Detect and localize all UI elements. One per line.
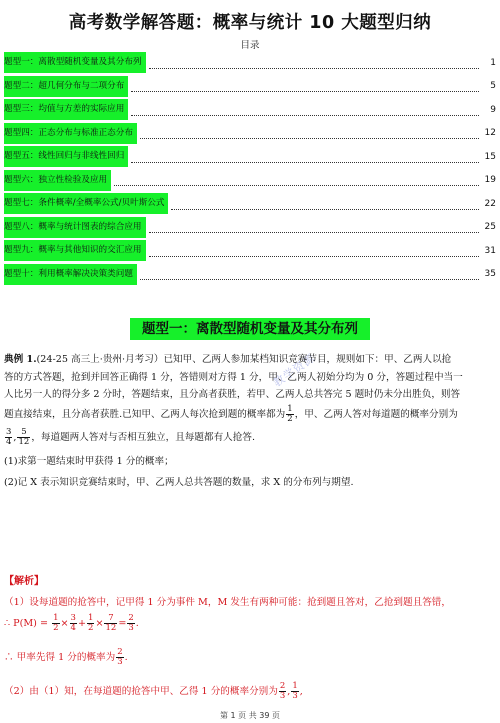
toc-item[interactable] <box>4 75 496 99</box>
fraction <box>286 405 293 424</box>
fraction-numerator: 3 <box>6 426 12 437</box>
toc-item[interactable] <box>4 239 496 263</box>
fraction-denominator: 12 <box>105 623 117 633</box>
toc-leader-dots <box>131 151 479 163</box>
example-text: ，甲、乙两人答对每道题的概率分别为 <box>294 408 458 420</box>
toc-leader-dots <box>149 57 479 69</box>
toc-item[interactable] <box>4 122 496 146</box>
toc-item-label: 题型四：正态分布与标准正态分布 <box>4 123 137 144</box>
fraction-denominator: 2 <box>287 413 293 424</box>
fraction-numerator: 1 <box>292 681 298 691</box>
toc-item-label: 题型七：条件概率/全概率公式/贝叶斯公式 <box>4 193 168 214</box>
solution-step: （2）由（1）知，在每道题的抢答中甲、乙得 1 分的概率分别为 $\frac{2}{3}$ , $\frac{1}{3}$ , <box>4 681 303 701</box>
toc-item-label: 题型一：离散型随机变量及其分布列 <box>4 52 146 73</box>
fraction-numerator: 1 <box>287 403 293 414</box>
example-line: $\frac{3}{4}$ , $\frac{5}{12}$ ，每道题两人答对与否相互独立，且每题都有人抢答. <box>6 426 256 447</box>
toc-item-label: 题型五：线性回归与非线性回归 <box>4 146 128 167</box>
example-problem <box>4 351 494 492</box>
toc-page-number: 5 <box>490 81 496 92</box>
toc-page-number: 31 <box>484 245 496 256</box>
toc-item[interactable] <box>4 145 496 169</box>
fraction-denominator: 3 <box>117 657 123 667</box>
toc-page-number: 19 <box>484 175 496 186</box>
solution-step: （1）设每道题的抢答中，记甲得 1 分为事件 M，M 发生有两种可能：抢到题且答对，乙抢到题且答错， <box>4 597 451 608</box>
example-text: 题直接结束，且分高者获胜.已知甲、乙两人每次抢到题的概率都为 <box>4 408 286 420</box>
fraction-numerator: 7 <box>104 614 117 624</box>
toc-page-number: 35 <box>484 269 496 280</box>
fraction-denominator: 3 <box>279 691 286 701</box>
fraction-denominator: 2 <box>53 623 59 633</box>
solution-conclusion: ∴ 甲率先得 1 分的概率为 $\frac{2}{3}$ . <box>4 647 128 667</box>
toc-page-number: 25 <box>484 222 496 233</box>
toc-page-number: 15 <box>484 151 496 162</box>
fraction-numerator: 2 <box>128 613 134 623</box>
toc-leader-dots <box>131 104 479 116</box>
toc-item[interactable] <box>4 51 496 75</box>
toc-heading: 目录 <box>240 40 260 51</box>
fraction <box>279 682 286 701</box>
document-title: 高考数学解答题：概率与统计 10 大题型归纳 <box>68 13 432 33</box>
toc-item[interactable] <box>4 98 496 122</box>
toc-item[interactable] <box>4 216 496 240</box>
toc-leader-dots <box>140 127 479 139</box>
fraction <box>17 428 30 447</box>
example-line <box>4 351 494 369</box>
page-footer: 第 1 页 共 39 页 <box>220 711 280 720</box>
toc-leader-dots <box>114 174 479 186</box>
toc-page-number: 1 <box>490 57 496 68</box>
fraction-numerator: 3 <box>70 613 76 623</box>
toc-leader-dots <box>131 80 479 92</box>
toc-item[interactable] <box>4 169 496 193</box>
question-1: (1)求第一题结束时甲获得 1 分的概率； <box>4 455 174 467</box>
toc-item-label: 题型二：超几何分布与二项分布 <box>4 76 128 97</box>
fraction-numerator: 5 <box>17 428 30 438</box>
toc-item-label: 题型三：均值与方差的实际应用 <box>4 99 128 120</box>
fraction <box>52 614 59 633</box>
fraction-denominator: 2 <box>88 623 94 633</box>
solution-formula: ∴ P(M) = $\frac{1}{2}$ × $\frac{3}{4}$ + $\frac{1}{2}$ × $\frac{7}{12}$ = $\frac{2}{3}$ . <box>4 613 139 633</box>
fraction <box>70 614 77 633</box>
toc-item-label: 题型六：独立性检验及应用 <box>4 170 111 191</box>
fraction-denominator: 12 <box>18 436 30 447</box>
example-text: ，每道题两人答对与否相互独立，且每题都有人抢答. <box>31 431 256 443</box>
fraction-denominator: 4 <box>70 623 76 633</box>
step-text: （2）由（1）知，在每道题的抢答中甲、乙得 1 分的概率分别为 <box>4 686 278 697</box>
fraction-numerator: 1 <box>53 613 59 623</box>
example-line: 答的方式答题，抢到并回答正确得 1 分，答错则对方得 1 分，甲、乙两人初始分均为 0 分，答题过程中当一 <box>4 371 463 383</box>
fraction-numerator: 2 <box>117 647 123 657</box>
toc-page-number: 22 <box>484 198 496 209</box>
formula-prefix: ∴ P(M) = <box>4 618 49 629</box>
toc-item-label: 题型十：利用概率解决决策类问题 <box>4 264 137 285</box>
toc-item[interactable] <box>4 192 496 216</box>
fraction <box>104 614 117 633</box>
fraction-numerator: 2 <box>279 681 286 691</box>
answer-heading: 【解析】 <box>4 576 44 587</box>
example-text: (24-25 高三上·贵州·月考习）已知甲、乙两人参加某档知识竞赛节目，规则如下：甲、乙两人以抢 <box>36 354 452 365</box>
toc-page-number: 9 <box>490 104 496 115</box>
fraction <box>87 614 94 633</box>
toc-leader-dots <box>149 221 479 233</box>
toc-item-label: 题型九：概率与其他知识的交汇应用 <box>4 240 146 261</box>
conclusion-text: ∴ 甲率先得 1 分的概率为 <box>4 652 116 663</box>
fraction-denominator: 4 <box>6 436 12 447</box>
example-line <box>4 404 494 426</box>
example-line: 人比另一人的得分多 2 分时，答题结束，且分高者获胜，若甲、乙两人总共答完 5 题时仍未分出胜负，则答 <box>4 389 461 400</box>
watermark: 教学资源 <box>270 351 318 390</box>
toc-leader-dots <box>140 268 479 280</box>
toc-page-number: 12 <box>484 128 496 139</box>
fraction <box>291 682 298 701</box>
section-title: 题型一：离散型随机变量及其分布列 <box>130 318 370 340</box>
toc-leader-dots <box>171 198 479 210</box>
fraction-denominator: 3 <box>128 623 134 633</box>
toc-item-label: 题型八：概率与统计图表的综合应用 <box>4 217 146 238</box>
fraction-numerator: 1 <box>88 613 94 623</box>
toc-item[interactable] <box>4 263 496 287</box>
question-2: (2)记 X 表示知识竞赛结束时，甲、乙两人总共答题的数量，求 X 的分布列与期望. <box>4 477 354 488</box>
table-of-contents <box>4 51 496 286</box>
fraction-denominator: 3 <box>292 691 298 701</box>
toc-leader-dots <box>149 245 479 257</box>
fraction <box>127 614 134 633</box>
example-label: 典例 1. <box>4 354 37 365</box>
fraction <box>116 648 123 667</box>
fraction <box>5 428 12 447</box>
